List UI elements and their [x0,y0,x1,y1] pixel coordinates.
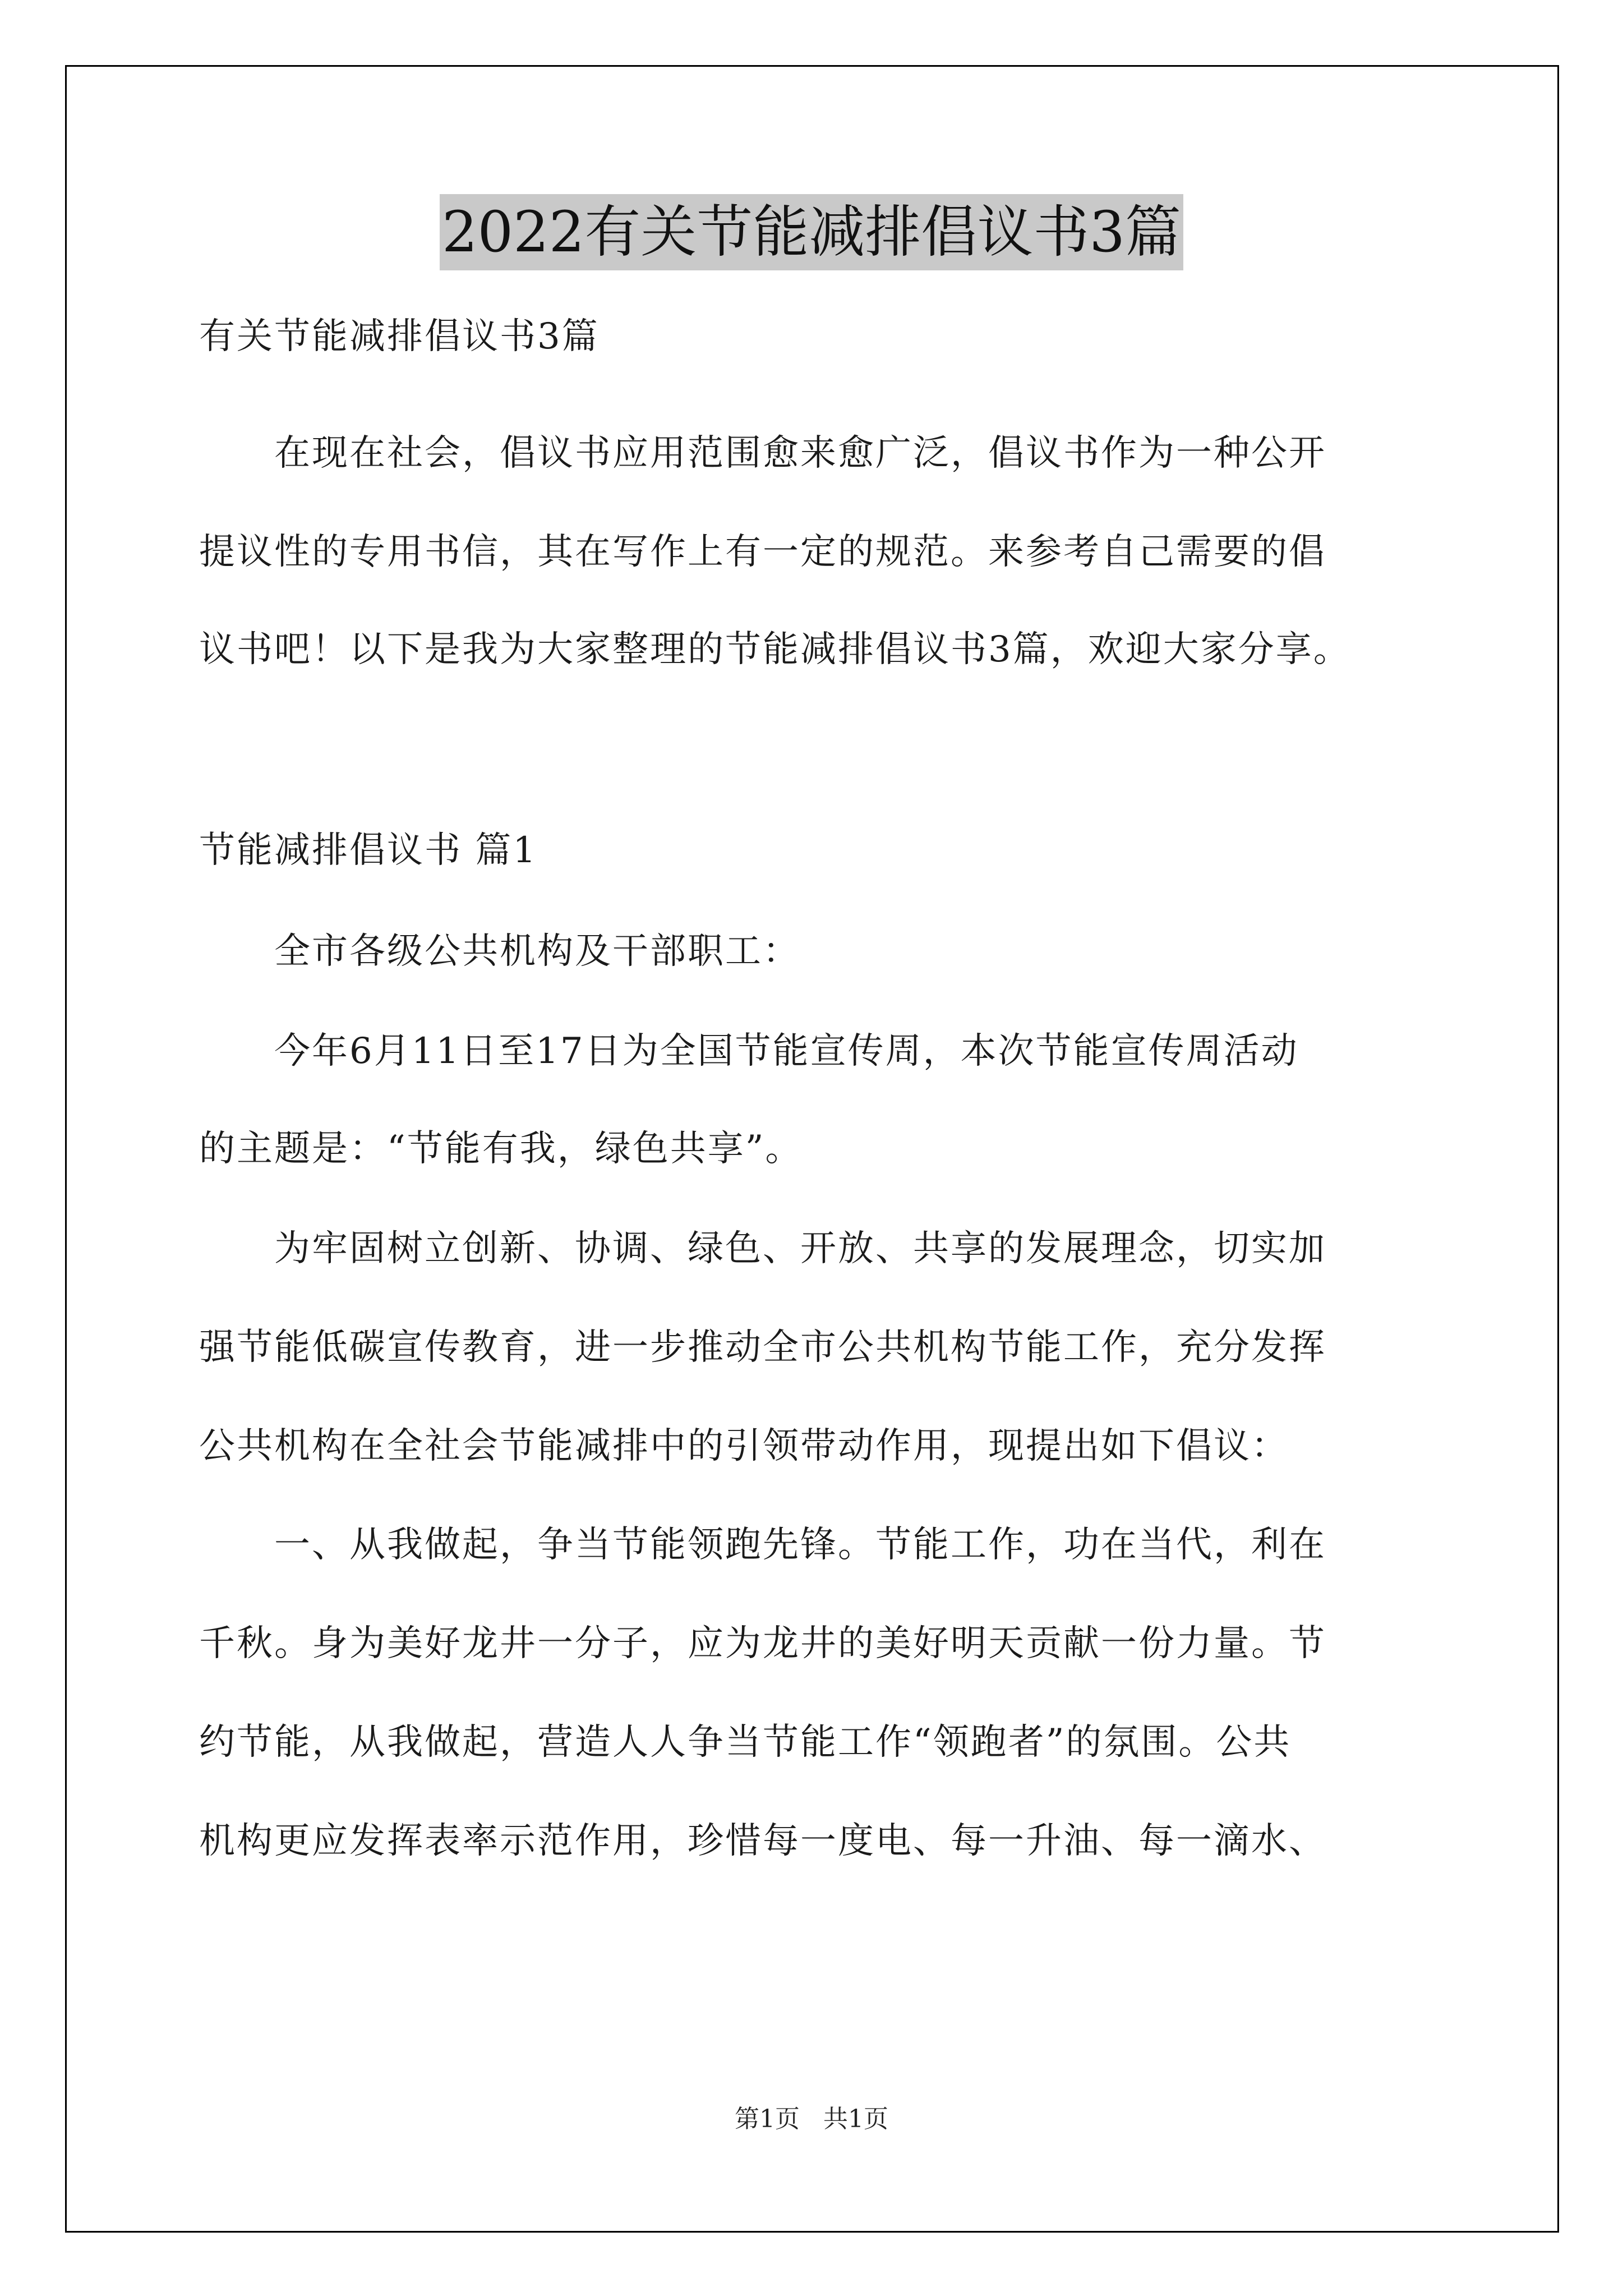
section-heading: 节能减排倡议书 篇1 [199,830,538,871]
subtitle-line: 有关节能减排倡议书3篇 [199,316,600,357]
page-footer [0,2102,1623,2136]
body-line: 议书吧！以下是我为大家整理的节能减排倡议书3篇，欢迎大家分享。 [199,629,1351,670]
body-line: 提议性的专用书信，其在写作上有一定的规范。来参考自己需要的倡 [199,531,1326,573]
body-line: 今年6月11日至17日为全国节能宣传周，本次节能宣传周活动 [199,1030,1299,1072]
body-line: 约节能，从我做起，营造人人争当节能工作“领跑者”的氛围。公共 [199,1722,1292,1763]
title-container [0,194,1623,270]
total-pages: 共1页 [823,2105,888,2133]
page-number: 第1页 [735,2105,800,2133]
body-line: 的主题是：“节能有我，绿色共享”。 [199,1128,803,1170]
body-line: 为牢固树立创新、协调、绿色、开放、共享的发展理念，切实加 [199,1228,1326,1269]
body-line: 强节能低碳宣传教育，进一步推动全市公共机构节能工作，充分发挥 [199,1327,1326,1368]
body-line: 全市各级公共机构及干部职工： [199,931,800,972]
body-line: 千秋。身为美好龙井一分子，应为龙井的美好明天贡献一份力量。节 [199,1623,1326,1664]
body-line: 在现在社会，倡议书应用范围愈来愈广泛，倡议书作为一种公开 [199,432,1326,474]
document-title: 2022有关节能减排倡议书3篇 [440,194,1183,270]
body-line: 一、从我做起，争当节能领跑先锋。节能工作，功在当代，利在 [199,1524,1326,1566]
body-line: 公共机构在全社会节能减排中的引领带动作用，现提出如下倡议： [199,1425,1289,1467]
body-line: 机构更应发挥表率示范作用，珍惜每一度电、每一升油、每一滴水、 [199,1820,1326,1862]
